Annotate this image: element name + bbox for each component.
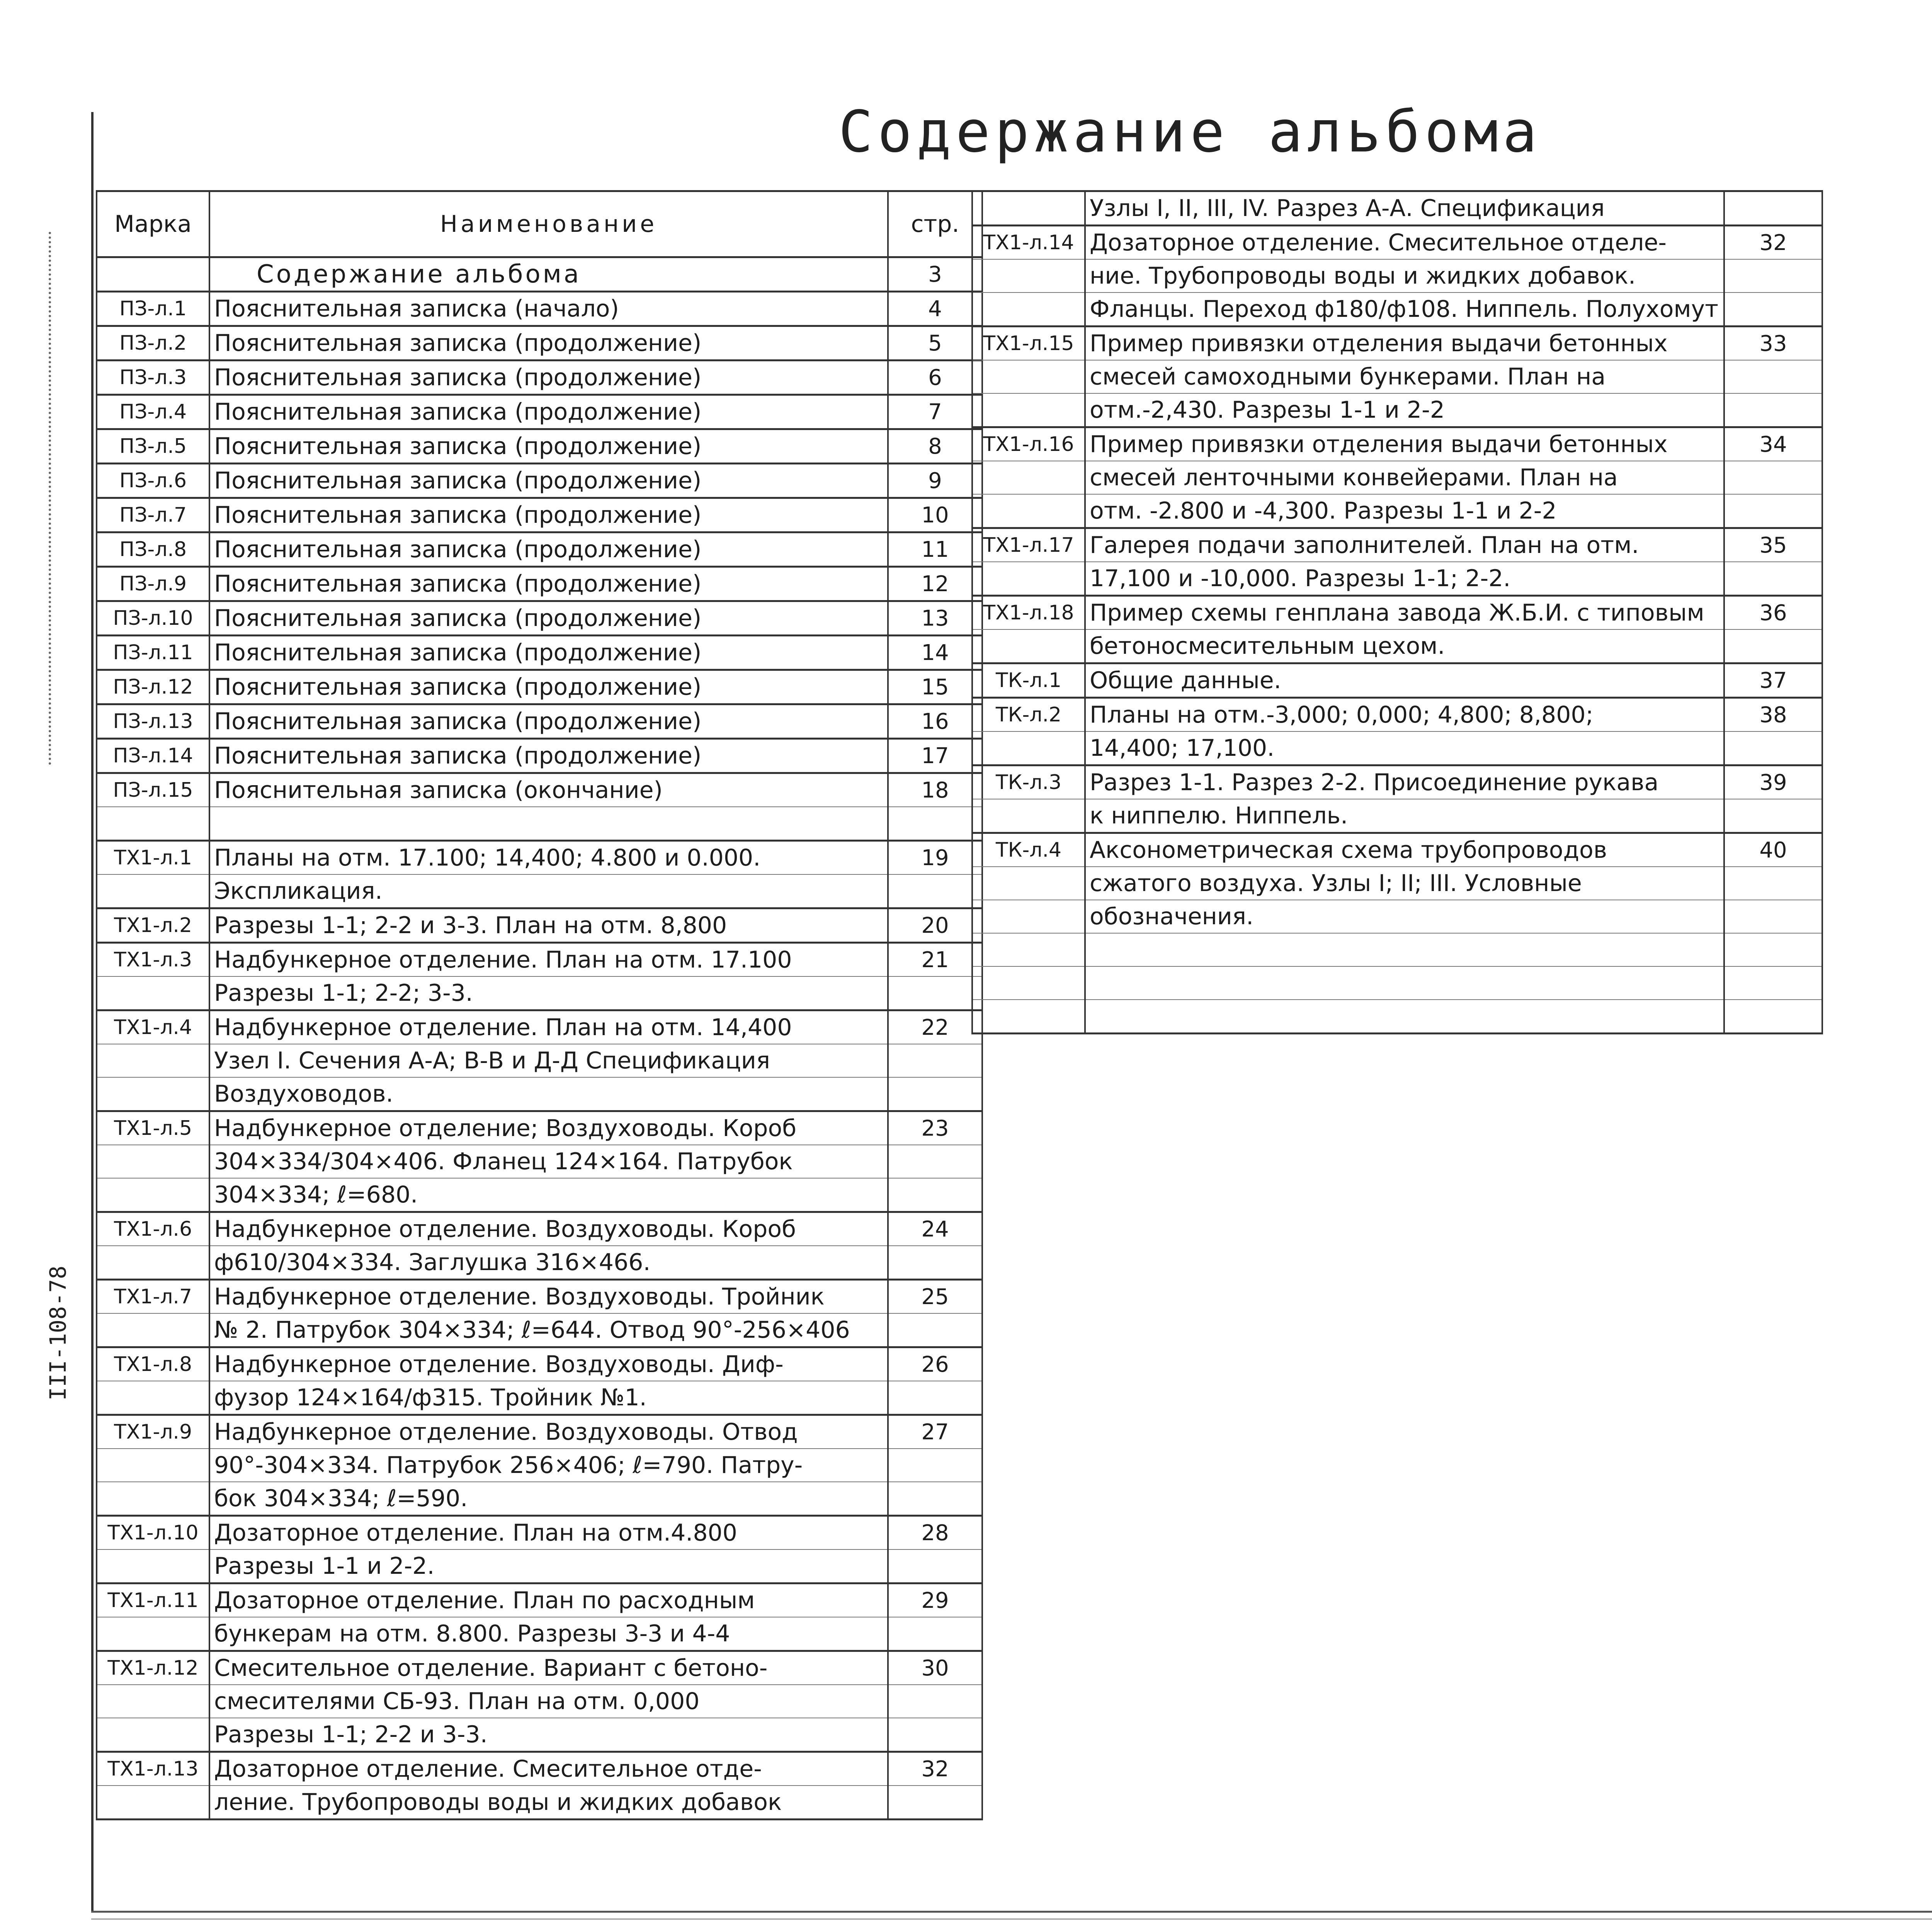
row-mark [972,933,1085,966]
row-page [888,1313,982,1347]
row-page [1724,293,1822,327]
row-name: Пояснительная записка (продолжение) [209,532,888,567]
row-mark: ПЗ-л.10 [97,601,209,636]
table-row [97,636,982,670]
row-name: Разрезы 1-1 и 2-2. [209,1549,888,1583]
row-name [1085,933,1724,966]
row-mark [972,731,1085,765]
row-page [1724,461,1822,494]
row-name: Надбункерное отделение. Воздуховоды. Диф- [209,1347,888,1381]
row-mark: ТХ1-л.1 [97,841,209,875]
row-mark [97,874,209,908]
row-name: Пояснительная записка (продолжение) [209,567,888,601]
row-page: 25 [888,1280,982,1314]
table-header-row [97,191,982,257]
row-page [1724,731,1822,765]
table-row [97,1111,982,1145]
row-name: Пояснительная записка (продолжение) [209,361,888,395]
row-mark [972,461,1085,494]
row-name [1085,966,1724,1000]
row-name: Экспликация. [209,874,888,908]
row-page: 36 [1724,596,1822,630]
row-mark [97,1145,209,1178]
row-name: Содержание альбома [209,257,888,292]
table-row [97,429,982,464]
table-row [972,765,1822,799]
row-page [1724,799,1822,833]
row-name: Смесительное отделение. Вариант с бетоно- [209,1651,888,1685]
frame-bottom-border [91,1911,1932,1913]
table-row [97,1685,982,1718]
row-mark: ПЗ-л.11 [97,636,209,670]
table-row [972,461,1822,494]
row-name: Аксонометрическая схема трубопроводов [1085,833,1724,867]
table-row [97,841,982,875]
table-row [97,976,982,1010]
table-row [972,731,1822,765]
table-row [97,292,982,326]
row-name: Дозаторное отделение. План на отм.4.800 [209,1516,888,1550]
table-row [97,1381,982,1415]
row-page: 40 [1724,833,1822,867]
row-name: к ниппелю. Ниппель. [1085,799,1724,833]
table-row [97,908,982,943]
table-row [97,498,982,532]
table-row [97,773,982,807]
row-mark [972,393,1085,427]
row-name: Планы на отм. 17.100; 14,400; 4.800 и 0.000. [209,841,888,875]
row-name: № 2. Патрубок 304×334; ℓ=644. Отвод 90°-256×406 [209,1313,888,1347]
row-name: 304×334; ℓ=680. [209,1178,888,1212]
row-page: 24 [888,1212,982,1246]
row-page [1724,393,1822,427]
table-row [972,393,1822,427]
row-page [1724,562,1822,596]
row-mark: ТХ1-л.7 [97,1280,209,1314]
row-page [888,1145,982,1178]
table-row [97,704,982,739]
row-name: Пояснительная записка (продолжение) [209,636,888,670]
table-row [972,833,1822,867]
row-page: 10 [888,498,982,532]
row-name: Узлы I, II, III, IV. Разрез А-А. Спецификация [1085,191,1724,226]
row-mark: ТК-л.3 [972,765,1085,799]
row-mark: ТХ1-л.12 [97,1651,209,1685]
table-row [97,601,982,636]
frame-left-border [91,112,94,1913]
row-page: 22 [888,1010,982,1044]
row-page: 11 [888,532,982,567]
table-row [97,1313,982,1347]
table-row [97,1044,982,1077]
table-row [972,191,1822,226]
row-page [888,976,982,1010]
row-page [1724,966,1822,1000]
row-page [888,1549,982,1583]
table-row [97,464,982,498]
row-page: 35 [1724,528,1822,562]
row-name: отм.-2,430. Разрезы 1-1 и 2-2 [1085,393,1724,427]
row-mark [97,976,209,1010]
row-mark: ПЗ-л.14 [97,739,209,773]
row-name: бок 304×334; ℓ=590. [209,1482,888,1516]
row-page: 14 [888,636,982,670]
row-page [888,874,982,908]
row-name: ние. Трубопроводы воды и жидких добавок. [1085,259,1724,293]
row-mark [97,1617,209,1651]
row-name: 304×334/304×406. Фланец 124×164. Патрубок [209,1145,888,1178]
row-mark [972,867,1085,900]
row-page: 39 [1724,765,1822,799]
series-code: III-108-78 [45,1265,71,1401]
table-row [972,1000,1822,1034]
row-mark: ПЗ-л.5 [97,429,209,464]
row-page [888,1482,982,1516]
row-page [1724,629,1822,663]
contents-table-left [96,190,983,1820]
row-page [1724,867,1822,900]
table-row [97,874,982,908]
row-page [1724,933,1822,966]
row-name: 14,400; 17,100. [1085,731,1724,765]
row-mark [97,1482,209,1516]
table-row [97,1752,982,1786]
row-page [1724,191,1822,226]
row-name: Планы на отм.-3,000; 0,000; 4,800; 8,800; [1085,698,1724,732]
header-page: стр. [888,191,982,257]
row-name: бетоносмесительным цехом. [1085,629,1724,663]
row-mark [972,1000,1085,1034]
row-page: 27 [888,1415,982,1449]
table-row [97,567,982,601]
row-name: Разрезы 1-1; 2-2; 3-3. [209,976,888,1010]
row-mark: ПЗ-л.3 [97,361,209,395]
row-name: Надбункерное отделение. План на отм. 17.100 [209,943,888,977]
row-name: отм. -2.800 и -4,300. Разрезы 1-1 и 2-2 [1085,494,1724,528]
row-page: 8 [888,429,982,464]
row-page: 23 [888,1111,982,1145]
table-row [972,596,1822,630]
row-name: Общие данные. [1085,663,1724,698]
table-row [97,1449,982,1482]
table-row [972,562,1822,596]
row-name: Воздуховодов. [209,1077,888,1111]
header-mark: Марка [97,191,209,257]
table-row [97,1145,982,1178]
row-mark [972,799,1085,833]
row-name: Дозаторное отделение. План по расходным [209,1583,888,1617]
row-name: фузор 124×164/ф315. Тройник №1. [209,1381,888,1415]
row-page: 13 [888,601,982,636]
table-row [972,293,1822,327]
row-page: 18 [888,773,982,807]
table-row [97,1583,982,1617]
table-row [97,326,982,361]
row-name: Пример схемы генплана завода Ж.Б.И. с типовым [1085,596,1724,630]
row-mark [97,1449,209,1482]
row-name: Пример привязки отделения выдачи бетонных [1085,327,1724,361]
row-name: смесей самоходными бункерами. План на [1085,360,1724,393]
table-row [97,739,982,773]
table-row [972,629,1822,663]
row-mark: ПЗ-л.9 [97,567,209,601]
row-name: Пример привязки отделения выдачи бетонных [1085,427,1724,461]
row-page [1724,259,1822,293]
table-row [972,966,1822,1000]
row-page [888,1044,982,1077]
page-title: Содержание альбома [838,99,1542,165]
row-page: 3 [888,257,982,292]
row-mark [972,562,1085,596]
row-name: Узел I. Сечения А-А; В-В и Д-Д Спецификация [209,1044,888,1077]
row-page [888,1246,982,1280]
row-mark: ПЗ-л.8 [97,532,209,567]
row-name: Фланцы. Переход ф180/ф108. Ниппель. Полухомут [1085,293,1724,327]
row-mark: ТХ1-л.16 [972,427,1085,461]
row-page: 32 [1724,226,1822,260]
row-mark [97,1718,209,1752]
table-row [97,1516,982,1550]
table-row [972,360,1822,393]
row-mark: ТК-л.1 [972,663,1085,698]
table-row [972,900,1822,933]
table-row [972,933,1822,966]
row-name: бункерам на отм. 8.800. Разрезы 3-3 и 4-4 [209,1617,888,1651]
contents-table-right-body [972,191,1822,1034]
row-mark [97,257,209,292]
table-row [97,1246,982,1280]
row-mark: ПЗ-л.4 [97,395,209,429]
row-name: Пояснительная записка (продолжение) [209,739,888,773]
row-mark: ТХ1-л.14 [972,226,1085,260]
row-name: 17,100 и -10,000. Разрезы 1-1; 2-2. [1085,562,1724,596]
table-row [97,943,982,977]
row-page [1724,900,1822,933]
row-name: смесителями СБ-93. План на отм. 0,000 [209,1685,888,1718]
row-name: Надбункерное отделение; Воздуховоды. Короб [209,1111,888,1145]
row-mark: ТХ1-л.15 [972,327,1085,361]
table-row [97,1718,982,1752]
row-mark: ТХ1-л.17 [972,528,1085,562]
row-mark: ПЗ-л.13 [97,704,209,739]
row-mark: ПЗ-л.2 [97,326,209,361]
row-page: 17 [888,739,982,773]
row-mark: ТХ1-л.9 [97,1415,209,1449]
row-page: 30 [888,1651,982,1685]
row-mark: ТХ1-л.8 [97,1347,209,1381]
row-page: 33 [1724,327,1822,361]
row-page: 38 [1724,698,1822,732]
table-row [972,494,1822,528]
table-row [97,1212,982,1246]
row-page: 15 [888,670,982,704]
row-page: 4 [888,292,982,326]
row-mark [97,1077,209,1111]
row-name: Надбункерное отделение. Воздуховоды. Короб [209,1212,888,1246]
row-name: Пояснительная записка (продолжение) [209,429,888,464]
row-page: 34 [1724,427,1822,461]
table-row [97,1010,982,1044]
table-row [972,427,1822,461]
table-row [97,1651,982,1685]
row-name: 90°-304×334. Патрубок 256×406; ℓ=790. Патру- [209,1449,888,1482]
row-page [1724,494,1822,528]
row-mark: ПЗ-л.1 [97,292,209,326]
row-name: сжатого воздуха. Узлы I; II; III. Условные [1085,867,1724,900]
row-name: Пояснительная записка (начало) [209,292,888,326]
row-mark: ТК-л.2 [972,698,1085,732]
row-mark [97,1786,209,1820]
row-page [1724,1000,1822,1034]
row-page [888,1718,982,1752]
row-mark [97,1246,209,1280]
row-page: 12 [888,567,982,601]
row-page: 29 [888,1583,982,1617]
table-row [972,698,1822,732]
row-name: Пояснительная записка (продолжение) [209,326,888,361]
row-page [1724,360,1822,393]
row-name: обозначения. [1085,900,1724,933]
row-mark: ПЗ-л.12 [97,670,209,704]
row-mark: ТХ1-л.18 [972,596,1085,630]
table-row [97,1786,982,1820]
table-row [972,867,1822,900]
row-mark [97,1178,209,1212]
row-name: Разрезы 1-1; 2-2 и 3-3. План на отм. 8,800 [209,908,888,943]
row-page: 21 [888,943,982,977]
table-row [972,663,1822,698]
row-mark [972,494,1085,528]
row-name: Пояснительная записка (продолжение) [209,464,888,498]
row-name: Пояснительная записка (продолжение) [209,395,888,429]
table-row [97,395,982,429]
table-row [972,226,1822,260]
table-row [97,1617,982,1651]
row-mark: ТК-л.4 [972,833,1085,867]
row-page [888,1449,982,1482]
table-row [97,1415,982,1449]
row-name: Надбункерное отделение. Воздуховоды. Отвод [209,1415,888,1449]
row-page [888,807,982,841]
row-page: 32 [888,1752,982,1786]
row-page [888,1077,982,1111]
row-mark: ТХ1-л.3 [97,943,209,977]
table-row [972,528,1822,562]
row-mark: ПЗ-л.15 [97,773,209,807]
row-name [209,807,888,841]
row-name: Пояснительная записка (продолжение) [209,498,888,532]
row-mark: ТХ1-л.2 [97,908,209,943]
table-row [97,1178,982,1212]
row-page [888,1381,982,1415]
table-row [97,257,982,292]
header-name: Наименование [209,191,888,257]
row-mark [97,1044,209,1077]
table-row [97,1549,982,1583]
row-mark [972,966,1085,1000]
row-mark [972,259,1085,293]
row-page: 9 [888,464,982,498]
row-mark: ПЗ-л.7 [97,498,209,532]
row-page: 26 [888,1347,982,1381]
row-name: Разрезы 1-1; 2-2 и 3-3. [209,1718,888,1752]
row-page: 7 [888,395,982,429]
row-mark: ТХ1-л.5 [97,1111,209,1145]
row-name [1085,1000,1724,1034]
row-mark: ТХ1-л.4 [97,1010,209,1044]
row-name: Пояснительная записка (продолжение) [209,670,888,704]
row-page: 28 [888,1516,982,1550]
binding-perforation [49,232,56,765]
row-mark [972,360,1085,393]
row-mark [97,1685,209,1718]
row-name: Галерея подачи заполнителей. План на отм. [1085,528,1724,562]
row-name: Пояснительная записка (продолжение) [209,601,888,636]
row-page: 20 [888,908,982,943]
row-name: Разрез 1-1. Разрез 2-2. Присоединение рукава [1085,765,1724,799]
row-mark: ТХ1-л.13 [97,1752,209,1786]
row-name: Надбункерное отделение. Воздуховоды. Тройник [209,1280,888,1314]
row-mark [972,293,1085,327]
row-page [888,1617,982,1651]
row-name: Пояснительная записка (продолжение) [209,704,888,739]
table-row [97,361,982,395]
row-name: Дозаторное отделение. Смесительное отде- [209,1752,888,1786]
table-row [97,1482,982,1516]
table-row [97,1347,982,1381]
row-mark [97,807,209,841]
row-mark [972,629,1085,663]
row-page: 16 [888,704,982,739]
table-row [97,532,982,567]
row-name: Пояснительная записка (окончание) [209,773,888,807]
table-row [972,327,1822,361]
row-mark: ТХ1-л.11 [97,1583,209,1617]
row-page: 6 [888,361,982,395]
row-page [888,1178,982,1212]
row-mark [97,1549,209,1583]
row-name: Надбункерное отделение. План на отм. 14,400 [209,1010,888,1044]
row-page: 5 [888,326,982,361]
row-page [888,1685,982,1718]
row-name: ление. Трубопроводы воды и жидких добавок [209,1786,888,1820]
frame-bottom-border-inner [91,1918,1932,1920]
table-row [97,1077,982,1111]
row-page [888,1786,982,1820]
row-mark: ТХ1-л.6 [97,1212,209,1246]
contents-table-right [971,190,1823,1034]
row-mark: ТХ1-л.10 [97,1516,209,1550]
row-mark: ПЗ-л.6 [97,464,209,498]
row-name: ф610/304×334. Заглушка 316×466. [209,1246,888,1280]
row-name: смесей ленточными конвейерами. План на [1085,461,1724,494]
contents-table-left-body [97,191,982,1820]
table-row [972,799,1822,833]
table-row [972,259,1822,293]
row-page: 19 [888,841,982,875]
row-mark [972,191,1085,226]
row-name: Дозаторное отделение. Смесительное отделе- [1085,226,1724,260]
row-mark [972,900,1085,933]
row-mark [97,1381,209,1415]
row-page: 37 [1724,663,1822,698]
table-row [97,1280,982,1314]
table-row [97,670,982,704]
table-row [97,807,982,841]
